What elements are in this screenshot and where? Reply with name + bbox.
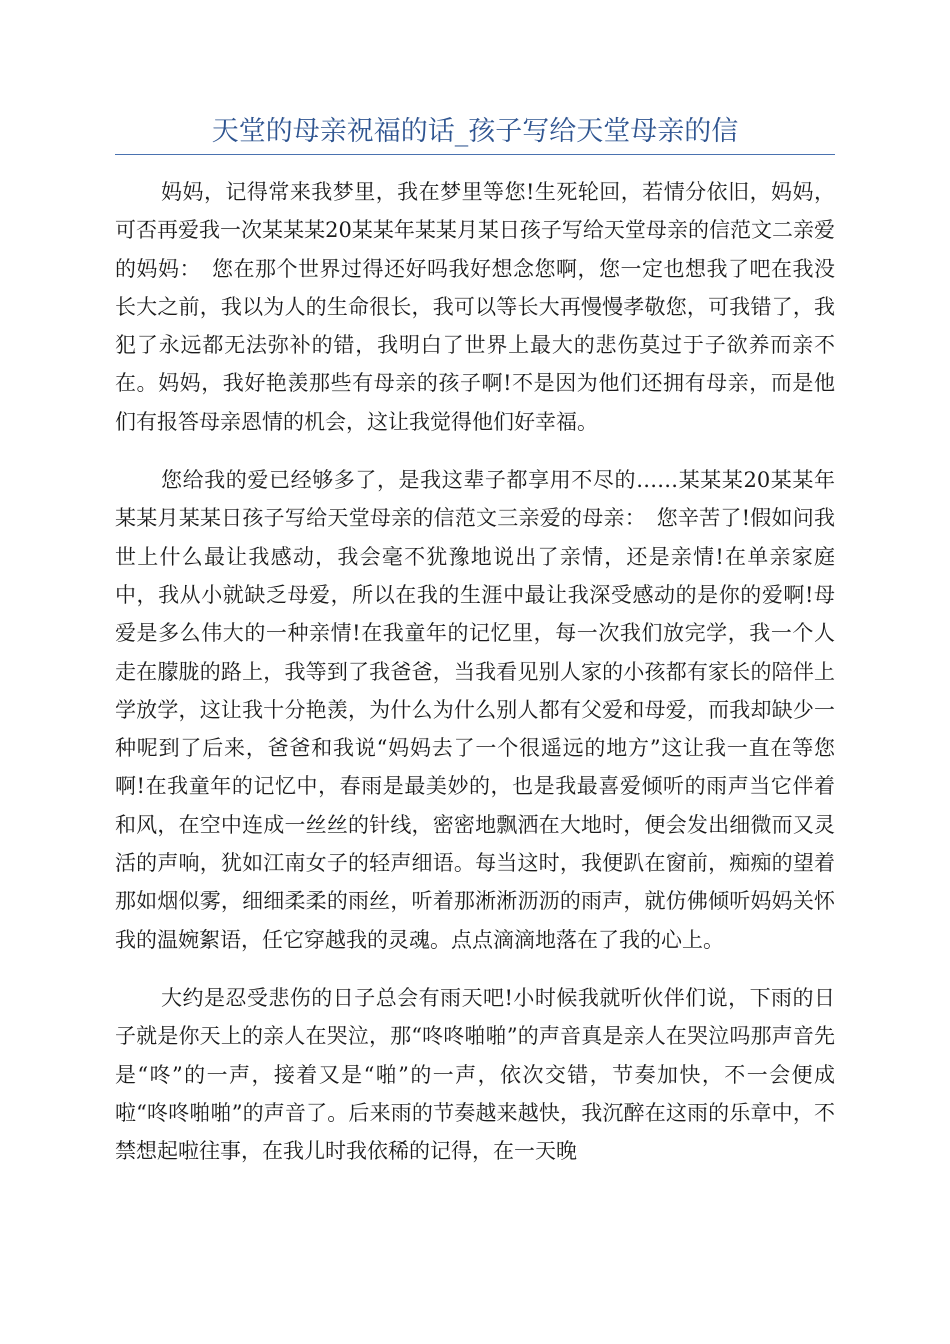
title-underline	[115, 154, 835, 155]
paragraph-2: 您给我的爱已经够多了，是我这辈子都享用不尽的……某某某20某某年某某月某某日孩子写给天堂母亲的信范文三亲爱的母亲： 您辛苦了!假如问我世上什么最让我感动，我会毫不犹豫地说出了亲情，还是亲情!在单亲家庭中，我从小就缺乏母爱，所以在我的生涯中最让我深受感动的是你的爱啊!母爱是多么伟大的一种亲情!在我童年的记忆里，每一次我们放完学，我一个人走在朦胧的路上，我等到了我爸爸，当我看见别人家的小孩都有家长的陪伴上学放学，这让我十分艳羡，为什么为什么别人都有父爱和母爱，而我却缺少一种呢到了后来，爸爸和我说“妈妈去了一个很遥远的地方”这让我一直在等您啊!在我童年的记忆中，春雨是最美妙的，也是我最喜爱倾听的雨声当它伴着和风，在空中连成一丝丝的针线，密密地飘洒在大地时，便会发出细微而又灵活的声响，犹如江南女子的轻声细语。每当这时，我便趴在窗前，痴痴的望着那如烟似雾，细细柔柔的雨丝，听着那淅淅沥沥的雨声，就仿佛倾听妈妈关怀我的温婉絮语，任它穿越我的灵魂。点点滴滴地落在了我的心上。	[115, 468, 835, 952]
document-title: 天堂的母亲祝福的话_孩子写给天堂母亲的信	[211, 116, 739, 147]
paragraph-1: 妈妈，记得常来我梦里，我在梦里等您!生死轮回，若情分依旧，妈妈，可否再爱我一次某某某20某某年某某月某日孩子写给天堂母亲的信范文二亲爱的妈妈： 您在那个世界过得还好吗我好想念您啊，您一定也想我了吧在我没长大之前，我以为人的生命很长，我可以等长大再慢慢孝敬您，可我错了，我犯了永远都无法弥补的错，我明白了世界上最大的悲伤莫过于子欲养而亲不在。妈妈，我好艳羡那些有母亲的孩子啊!不是因为他们还拥有母亲，而是他们有报答母亲恩情的机会，这让我觉得他们好幸福。	[115, 180, 835, 434]
paragraph-3: 大约是忍受悲伤的日子总会有雨天吧!小时候我就听伙伴们说，下雨的日子就是你天上的亲人在哭泣，那“咚咚啪啪”的声音真是亲人在哭泣吗那声音先是“咚”的一声，接着又是“啪”的一声，依次交错，节奏加快，不一会便成啦“咚咚啪啪”的声音了。后来雨的节奏越来越快，我沉醉在这雨的乐章中，不禁想起啦往事，在我儿时我依稀的记得，在一天晚	[115, 985, 835, 1164]
document-body	[115, 173, 835, 1190]
